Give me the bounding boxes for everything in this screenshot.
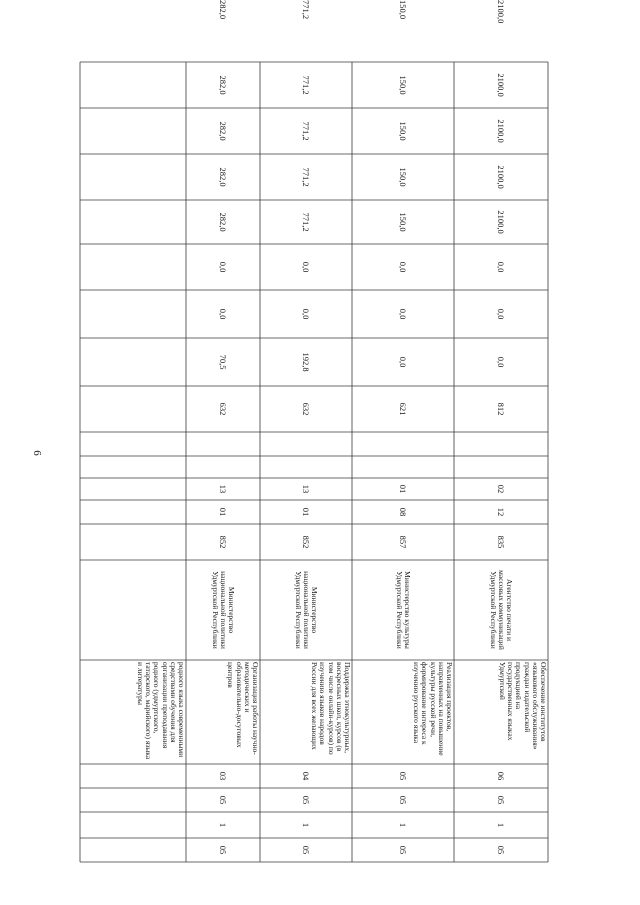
value-col-6: 2100,0: [496, 119, 507, 143]
value-col-5: [80, 154, 186, 200]
value-col-3: 0,0: [301, 261, 312, 273]
value-col-4: 2100,0: [496, 210, 507, 234]
value-col-5: 2100,0: [496, 165, 507, 189]
value-col-3: 0,0: [496, 261, 507, 273]
executor: Агентство печати и массовых коммуникаций Удмуртской Республики: [488, 570, 515, 650]
event-name: Поддержка этнокультурных, воскресных школ, курсов (в том числе онлайн-курсов) по изучению языков народов России для всех желающих: [310, 662, 352, 755]
col-event: 03: [218, 771, 229, 781]
col-main-event: [80, 788, 186, 812]
col-target-1: [186, 456, 260, 478]
col-target-2: [260, 432, 352, 456]
value-col-2: 0,0: [496, 308, 507, 320]
col-target-1: [352, 456, 454, 478]
col-subsection: 13: [218, 484, 229, 494]
col-target-1: [260, 456, 352, 478]
col-subsection: 02: [496, 484, 507, 494]
col-subprogram: 1: [301, 822, 312, 828]
value-col-7: 771,2: [301, 75, 312, 95]
value-col-7: [80, 62, 186, 108]
value-col-8: 282,0: [218, 0, 229, 20]
col-gra: 852: [218, 535, 229, 549]
col-target-2: [352, 432, 454, 456]
col-subsection: 13: [301, 484, 312, 494]
value-col-2: [80, 290, 186, 338]
col-subsection: 01: [398, 484, 409, 494]
col-event: 05: [398, 771, 409, 781]
col-section: 08: [398, 507, 409, 517]
col-subprogram: 1: [398, 822, 409, 828]
event-name: Организация работы научно-методических и образовательно-досуговых центров: [226, 662, 260, 755]
value-col-8: 2100,0: [496, 0, 507, 24]
col-section: 12: [496, 507, 507, 517]
col-target-1: [80, 456, 186, 478]
col-target-2: [454, 432, 548, 456]
value-col-4: 771,2: [301, 212, 312, 232]
executor: Министерство национальной политики Удмуртской Республики: [293, 571, 320, 649]
col-target-2: [186, 432, 260, 456]
value-col-4: 150,0: [398, 212, 409, 232]
col-expense-type: 621: [398, 402, 409, 416]
value-col-6: 282,0: [218, 121, 229, 141]
value-col-3: 0,0: [218, 261, 229, 273]
col-main-event: 05: [398, 795, 409, 805]
col-subprogram: [80, 812, 186, 838]
value-col-6: 771,2: [301, 121, 312, 141]
col-main-event: 05: [496, 795, 507, 805]
event-name: Обеспечение институтов «языкового обслуживания» граждан издательской продукцией на государственных языках Удмуртской: [497, 662, 548, 750]
event-name: родного языка современными средствами обучения для организации преподавания родного (удмуртского, татарского, марийского) языка и литературы: [135, 662, 186, 760]
col-main-event: 05: [218, 795, 229, 805]
col-program: 05: [301, 845, 312, 855]
value-col-5: 150,0: [398, 167, 409, 187]
col-program: 05: [218, 845, 229, 855]
col-target-2: [80, 432, 186, 456]
value-col-3: [80, 244, 186, 290]
value-col-7: 150,0: [398, 75, 409, 95]
value-col-2: 0,0: [301, 308, 312, 320]
col-expense-type: 812: [496, 402, 507, 416]
col-target-1: [454, 456, 548, 478]
col-event: 04: [301, 771, 312, 781]
col-subprogram: 1: [218, 822, 229, 828]
col-main-event: 05: [301, 795, 312, 805]
value-col-8: 771,2: [301, 0, 312, 20]
col-expense-type: 632: [301, 402, 312, 416]
executor: [80, 560, 186, 660]
executor: Министерство культуры Удмуртской Республики: [395, 571, 413, 649]
col-expense-type: 632: [218, 402, 229, 416]
value-col-1: 0,0: [398, 356, 409, 368]
col-event: [80, 764, 186, 788]
event-name: Реализация проектов, направленных на повышение культуры русской речи, формирование интереса к изучению русского языка: [412, 662, 454, 756]
col-gra: 835: [496, 535, 507, 549]
col-program: [80, 838, 186, 862]
col-expense-type: [80, 386, 186, 432]
value-col-4: 282,0: [218, 212, 229, 232]
value-col-8: 150,0: [398, 0, 409, 20]
col-program: 05: [496, 845, 507, 855]
page-number: 6: [31, 450, 43, 456]
col-subprogram: 1: [496, 822, 507, 828]
value-col-7: 2100,0: [496, 73, 507, 97]
value-col-4: [80, 200, 186, 244]
value-col-5: 282,0: [218, 167, 229, 187]
value-col-1: 70,5: [218, 354, 229, 370]
value-col-2: 0,0: [218, 308, 229, 320]
value-col-1: [80, 338, 186, 386]
value-col-3: 0,0: [398, 261, 409, 273]
value-col-6: [80, 108, 186, 154]
col-gra: 852: [301, 535, 312, 549]
value-col-1: 192,8: [301, 352, 312, 372]
col-section: [80, 500, 186, 524]
col-subsection: [80, 478, 186, 500]
col-section: 01: [301, 507, 312, 517]
col-gra: 857: [398, 535, 409, 549]
col-event: 06: [496, 771, 507, 781]
value-col-1: 0,0: [496, 356, 507, 368]
col-gra: [80, 524, 186, 560]
value-col-2: 0,0: [398, 308, 409, 320]
col-program: 05: [398, 845, 409, 855]
value-col-5: 771,2: [301, 167, 312, 187]
executor: Министерство национальной политики Удмуртской Республики: [210, 571, 237, 649]
value-col-6: 150,0: [398, 121, 409, 141]
col-section: 01: [218, 507, 229, 517]
value-col-7: 282,0: [218, 75, 229, 95]
